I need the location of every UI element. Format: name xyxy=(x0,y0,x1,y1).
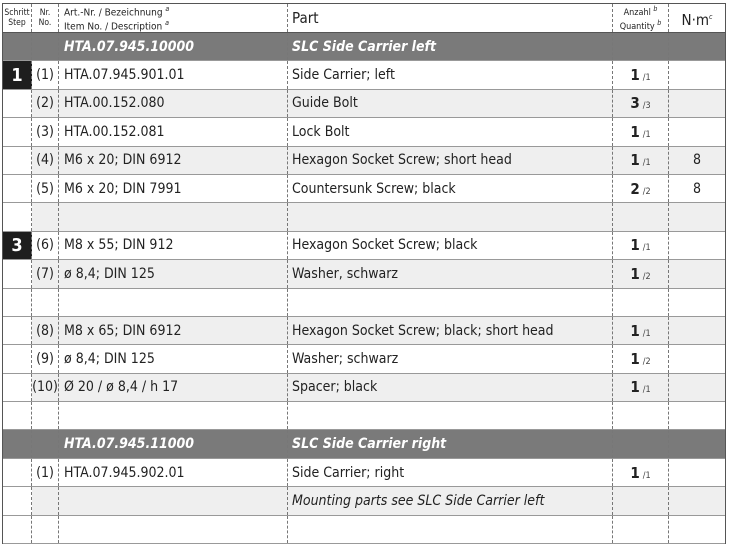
nm-cell xyxy=(669,175,725,202)
nr-cell xyxy=(32,203,59,230)
part-name: Countersunk Screw; black xyxy=(292,180,456,197)
step-cell xyxy=(3,516,32,543)
header-step xyxy=(3,4,32,32)
nm-cell xyxy=(669,430,725,457)
article-description: HTA.07.945.902.01 xyxy=(64,464,185,481)
header-nr xyxy=(32,4,59,32)
nr-cell xyxy=(32,430,59,457)
part-cell xyxy=(288,203,613,230)
article-description: M8 x 55; DIN 912 xyxy=(64,237,174,254)
nm-cell xyxy=(669,232,725,259)
qty-cell xyxy=(613,147,669,174)
nr-cell xyxy=(32,118,59,145)
empty-row xyxy=(3,516,725,544)
part-name: Hexagon Socket Screw; black xyxy=(292,237,478,254)
table-row xyxy=(3,90,725,118)
table-row xyxy=(3,260,725,288)
qty-cell xyxy=(613,430,669,457)
nm-cell xyxy=(669,345,725,372)
header-qty-de xyxy=(624,4,658,18)
qty-cell xyxy=(613,289,669,316)
qty-cell xyxy=(613,317,669,344)
nr-cell xyxy=(32,402,59,429)
part-name: Side Carrier; left xyxy=(292,67,395,84)
art-cell xyxy=(59,459,288,486)
part-cell xyxy=(288,317,613,344)
article-description: Ø 20 / ø 8,4 / h 17 xyxy=(64,379,179,396)
item-number: (1) xyxy=(36,464,54,481)
empty-row xyxy=(3,402,725,430)
footnote-b: b xyxy=(653,5,658,13)
part-cell xyxy=(288,90,613,117)
nm-cell xyxy=(669,118,725,145)
art-cell xyxy=(59,374,288,401)
qty-cell xyxy=(613,260,669,287)
art-cell xyxy=(59,118,288,145)
step-cell xyxy=(3,118,32,145)
part-cell xyxy=(288,118,613,145)
part-name: Hexagon Socket Screw; short head xyxy=(292,152,512,169)
table-row xyxy=(3,147,725,175)
art-cell xyxy=(59,345,288,372)
article-description: M6 x 20; DIN 7991 xyxy=(64,180,182,197)
qty-cell xyxy=(613,175,669,202)
qty-cell xyxy=(613,516,669,543)
article-description: HTA.07.945.901.01 xyxy=(64,67,185,84)
quantity-total: /1 xyxy=(642,470,651,481)
art-cell xyxy=(59,61,288,88)
quantity-total: /1 xyxy=(642,73,651,84)
quantity xyxy=(630,66,650,84)
nr-cell xyxy=(32,317,59,344)
step-cell xyxy=(3,260,32,287)
quantity-total: /2 xyxy=(642,356,651,367)
art-cell xyxy=(59,175,288,202)
art-cell xyxy=(59,203,288,230)
nm-cell xyxy=(669,516,725,543)
qty-cell xyxy=(613,374,669,401)
part-cell xyxy=(288,232,613,259)
table-row xyxy=(3,232,725,260)
header-nm-text: N·m xyxy=(681,10,710,29)
quantity xyxy=(630,265,650,283)
article-description: M8 x 65; DIN 6912 xyxy=(64,322,182,339)
part-cell xyxy=(288,260,613,287)
footnote-a: a xyxy=(165,4,170,13)
header-qty-de-text: Anzahl xyxy=(623,8,651,18)
step-cell xyxy=(3,175,32,202)
header-part xyxy=(288,4,613,32)
group-part-cell xyxy=(288,430,613,457)
nm-cell xyxy=(669,317,725,344)
nm-cell xyxy=(669,203,725,230)
article-description: ø 8,4; DIN 125 xyxy=(64,265,155,282)
step-cell xyxy=(3,289,32,316)
part-cell xyxy=(288,402,613,429)
table-row xyxy=(3,345,725,373)
nm-cell xyxy=(669,487,725,514)
table-row xyxy=(3,175,725,203)
article-description: HTA.00.152.080 xyxy=(64,95,165,112)
empty-row xyxy=(3,289,725,317)
nm-cell xyxy=(669,90,725,117)
header-part-text: Part xyxy=(292,9,319,27)
header-qty-en xyxy=(620,18,662,32)
group-row xyxy=(3,33,725,61)
qty-cell xyxy=(613,118,669,145)
table-header xyxy=(3,4,725,33)
step-cell xyxy=(3,147,32,174)
nr-cell xyxy=(32,374,59,401)
part-name: Lock Bolt xyxy=(292,123,350,140)
table-row xyxy=(3,317,725,345)
nr-cell xyxy=(32,175,59,202)
item-number: (6) xyxy=(36,237,54,254)
quantity-value: 3 xyxy=(630,94,640,113)
part-cell xyxy=(288,61,613,88)
group-art-cell xyxy=(59,33,288,60)
part-name: Spacer; black xyxy=(292,379,378,396)
step-cell xyxy=(3,345,32,372)
part-name: Hexagon Socket Screw; black; short head xyxy=(292,322,554,339)
header-art-de-text: Art.-Nr. / Bezeichnung xyxy=(64,7,163,18)
header-step-de: Schritt xyxy=(4,8,30,18)
quantity-value: 1 xyxy=(630,378,640,397)
qty-cell xyxy=(613,203,669,230)
qty-cell xyxy=(613,487,669,514)
quantity xyxy=(630,94,650,112)
step-cell xyxy=(3,402,32,429)
group-article-number: HTA.07.945.10000 xyxy=(64,38,195,55)
quantity-value: 1 xyxy=(630,321,640,340)
step-cell xyxy=(3,317,32,344)
part-cell xyxy=(288,459,613,486)
step-cell xyxy=(3,374,32,401)
article-description: M6 x 20; DIN 6912 xyxy=(64,152,182,169)
step-cell xyxy=(3,459,32,486)
header-nr-en: No. xyxy=(38,18,52,28)
table-row xyxy=(3,374,725,402)
nm-cell xyxy=(669,289,725,316)
item-number: (3) xyxy=(36,123,54,140)
quantity-total: /1 xyxy=(642,385,651,396)
header-art-de xyxy=(64,4,169,18)
table-row xyxy=(3,61,725,89)
quantity xyxy=(630,350,650,368)
header-qty-en-text: Quantity xyxy=(619,22,655,32)
art-cell xyxy=(59,487,288,514)
header-nm-wrap xyxy=(681,10,713,29)
group-part-cell xyxy=(288,33,613,60)
group-name: SLC Side Carrier left xyxy=(292,38,437,55)
nr-cell xyxy=(32,90,59,117)
qty-cell xyxy=(613,345,669,372)
parts-table xyxy=(2,3,726,544)
header-nr-de: Nr. xyxy=(39,8,51,18)
part-cell xyxy=(288,147,613,174)
quantity-value: 1 xyxy=(630,122,640,141)
article-description: ø 8,4; DIN 125 xyxy=(64,350,155,367)
item-number: (1) xyxy=(36,67,54,84)
quantity-total: /2 xyxy=(642,186,651,197)
quantity-value: 1 xyxy=(630,349,640,368)
quantity-value: 1 xyxy=(630,66,640,85)
header-art xyxy=(59,4,288,32)
quantity-total: /1 xyxy=(642,328,651,339)
header-art-en-text: Item No. / Description xyxy=(64,21,163,32)
step-number: 1 xyxy=(11,64,23,86)
qty-cell xyxy=(613,33,669,60)
part-cell xyxy=(288,345,613,372)
qty-cell xyxy=(613,61,669,88)
torque-value: 8 xyxy=(692,152,701,169)
quantity-total: /1 xyxy=(642,158,651,169)
art-cell xyxy=(59,90,288,117)
part-name: Side Carrier; right xyxy=(292,464,405,481)
part-name: Washer, schwarz xyxy=(292,265,399,282)
qty-cell xyxy=(613,232,669,259)
step-cell xyxy=(3,203,32,230)
item-number: (2) xyxy=(36,95,54,112)
quantity xyxy=(630,322,650,340)
group-article-number: HTA.07.945.11000 xyxy=(64,436,195,453)
header-nm xyxy=(669,4,725,32)
nr-cell xyxy=(32,345,59,372)
nm-cell xyxy=(669,33,725,60)
quantity-total: /2 xyxy=(642,271,651,282)
nr-cell xyxy=(32,487,59,514)
quantity-value: 2 xyxy=(630,179,640,198)
qty-cell xyxy=(613,459,669,486)
nm-cell xyxy=(669,459,725,486)
part-cell xyxy=(288,289,613,316)
nm-cell xyxy=(669,147,725,174)
step-cell xyxy=(3,232,32,259)
empty-row xyxy=(3,203,725,231)
quantity-total: /1 xyxy=(642,129,651,140)
table-row xyxy=(3,459,725,487)
part-name: Guide Bolt xyxy=(292,95,358,112)
nr-cell xyxy=(32,260,59,287)
quantity-value: 1 xyxy=(630,264,640,283)
part-name: Washer; schwarz xyxy=(292,350,399,367)
step-cell xyxy=(3,430,32,457)
group-art-cell xyxy=(59,430,288,457)
step-cell xyxy=(3,487,32,514)
quantity-value: 1 xyxy=(630,236,640,255)
item-number: (7) xyxy=(36,265,54,282)
art-cell xyxy=(59,260,288,287)
qty-cell xyxy=(613,402,669,429)
art-cell xyxy=(59,232,288,259)
footnote-c: c xyxy=(709,12,713,21)
note-text: Mounting parts see SLC Side Carrier left xyxy=(292,492,545,509)
nr-cell xyxy=(32,232,59,259)
footnote-a: a xyxy=(165,19,169,27)
nm-cell xyxy=(669,61,725,88)
art-cell xyxy=(59,317,288,344)
quantity xyxy=(630,123,650,141)
art-cell xyxy=(59,289,288,316)
nm-cell xyxy=(669,402,725,429)
quantity xyxy=(630,236,650,254)
quantity xyxy=(630,180,650,198)
item-number: (9) xyxy=(36,350,54,367)
nr-cell xyxy=(32,61,59,88)
article-description: HTA.00.152.081 xyxy=(64,123,165,140)
header-qty xyxy=(613,4,669,32)
quantity xyxy=(630,464,650,482)
art-cell xyxy=(59,402,288,429)
header-step-en: Step xyxy=(8,18,26,28)
step-cell xyxy=(3,90,32,117)
art-cell xyxy=(59,147,288,174)
step-cell xyxy=(3,61,32,88)
group-row xyxy=(3,430,725,458)
table-row xyxy=(3,118,725,146)
part-cell xyxy=(288,374,613,401)
part-cell xyxy=(288,175,613,202)
quantity-total: /1 xyxy=(642,243,651,254)
art-cell xyxy=(59,516,288,543)
nr-cell xyxy=(32,33,59,60)
header-art-en xyxy=(64,18,169,32)
footnote-b: b xyxy=(657,19,662,27)
item-number: (8) xyxy=(36,322,54,339)
nr-cell xyxy=(32,459,59,486)
nr-cell xyxy=(32,147,59,174)
quantity xyxy=(630,151,650,169)
item-number: (4) xyxy=(36,152,54,169)
quantity-value: 1 xyxy=(630,463,640,482)
item-number: (10) xyxy=(32,379,58,396)
quantity-total: /3 xyxy=(642,101,651,112)
item-number: (5) xyxy=(36,180,54,197)
step-number: 3 xyxy=(11,234,23,256)
part-cell xyxy=(288,516,613,543)
qty-cell xyxy=(613,90,669,117)
quantity xyxy=(630,378,650,396)
note-row xyxy=(3,487,725,515)
step-cell xyxy=(3,33,32,60)
nm-cell xyxy=(669,260,725,287)
quantity-value: 1 xyxy=(630,151,640,170)
group-name: SLC Side Carrier right xyxy=(292,436,447,453)
torque-value: 8 xyxy=(692,180,701,197)
nm-cell xyxy=(669,374,725,401)
nr-cell xyxy=(32,516,59,543)
nr-cell xyxy=(32,289,59,316)
part-cell xyxy=(288,487,613,514)
